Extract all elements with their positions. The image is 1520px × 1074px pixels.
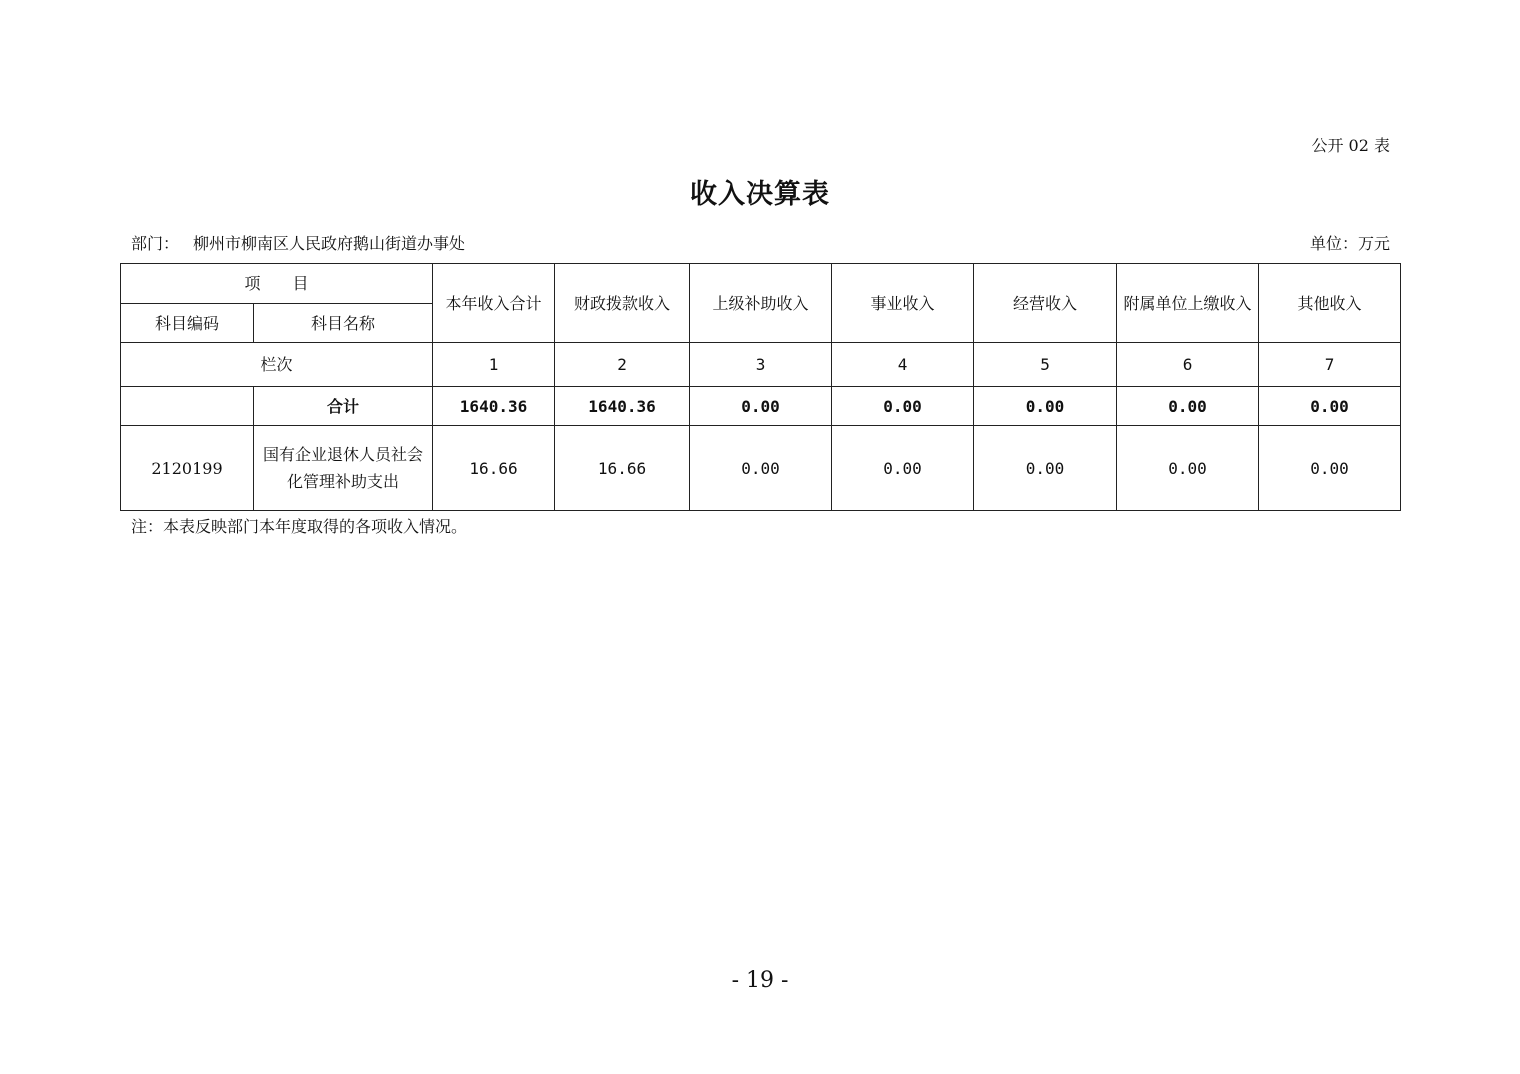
row-value: 0.00 [832,426,974,511]
subject-code: 2120199 [121,426,254,511]
unit-label: 单位：万元 [1309,234,1390,253]
total-code [121,387,254,426]
total-value: 0.00 [1117,387,1259,426]
total-row [121,387,1401,426]
column-index: 2 [555,343,690,387]
column-header: 附属单位上缴收入 [1117,264,1259,343]
row-value: 0.00 [690,426,832,511]
row-value: 0.00 [1259,426,1401,511]
total-value: 0.00 [832,387,974,426]
page-title: 收入决算表 [690,179,830,210]
department-line [131,231,465,254]
column-index: 1 [433,343,555,387]
table-note: 注：本表反映部门本年度取得的各项收入情况。 [131,517,468,536]
column-index: 4 [832,343,974,387]
name-header: 科目名称 [254,304,433,343]
department-label: 部门： [131,234,180,253]
row-value: 16.66 [433,426,555,511]
row-value: 0.00 [1117,426,1259,511]
table-row [121,426,1401,511]
column-index: 7 [1259,343,1401,387]
column-header: 本年收入合计 [433,264,555,343]
total-value: 0.00 [1259,387,1401,426]
row-value: 0.00 [974,426,1117,511]
total-value: 1640.36 [433,387,555,426]
column-index: 6 [1117,343,1259,387]
column-index: 5 [974,343,1117,387]
total-value: 0.00 [974,387,1117,426]
total-value: 1640.36 [555,387,690,426]
column-header: 财政拨款收入 [555,264,690,343]
row-value: 16.66 [555,426,690,511]
page-number: - 19 - [731,968,789,993]
column-header: 经营收入 [974,264,1117,343]
column-index: 3 [690,343,832,387]
code-header: 科目编码 [121,304,254,343]
income-table [120,263,1401,511]
column-header: 其他收入 [1259,264,1401,343]
subject-name: 国有企业退休人员社会化管理补助支出 [254,426,433,511]
column-header: 上级补助收入 [690,264,832,343]
form-number: 公开 02 表 [1311,136,1390,155]
column-index-label: 栏次 [121,343,433,387]
item-header: 项 目 [121,264,433,304]
column-header: 事业收入 [832,264,974,343]
total-value: 0.00 [690,387,832,426]
total-label: 合计 [254,387,433,426]
department-name: 柳州市柳南区人民政府鹅山街道办事处 [193,234,466,253]
